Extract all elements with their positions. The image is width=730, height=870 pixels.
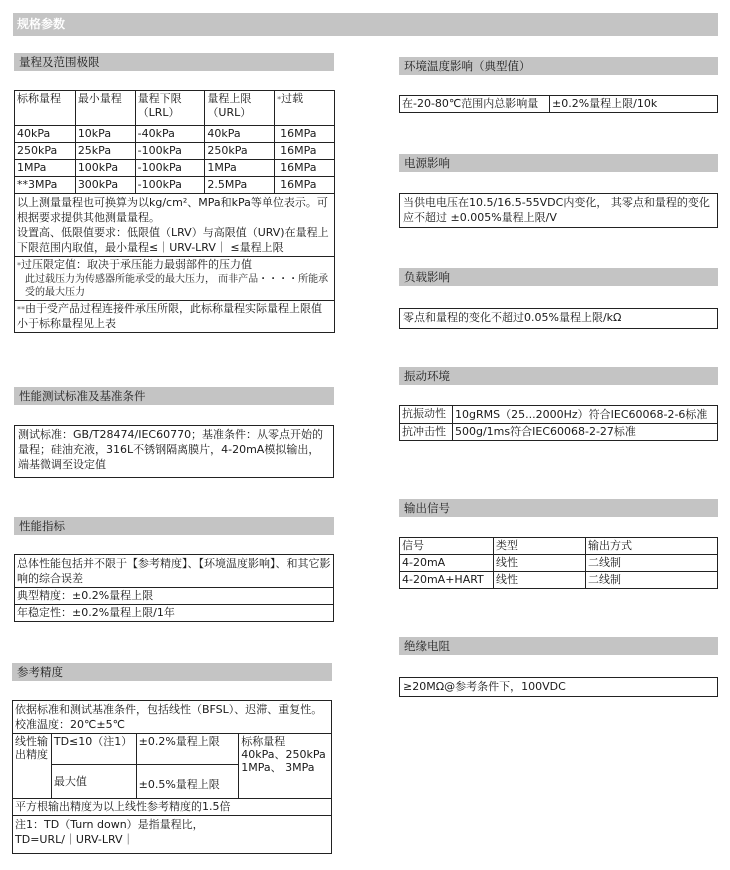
- page-title: 规格参数: [13, 13, 718, 36]
- table-row: [400, 572, 718, 589]
- header-signal: 信号: [400, 538, 494, 555]
- section-title-output-signal: 输出信号: [399, 499, 718, 517]
- table-row: [400, 424, 718, 441]
- table-row: [400, 96, 718, 113]
- reference-intro: 依据标准和测试基准条件，包括线性（BFSL）、迟滞、重复性。校准温度：20℃±5℃: [13, 701, 332, 734]
- table-row: [400, 406, 718, 424]
- nominal-ranges-line2: 1MPa、 3MPa: [241, 761, 315, 774]
- header-output-mode: 输出方式: [586, 538, 718, 555]
- td-condition: TD≤10（注1）: [51, 734, 136, 765]
- cell: 二线制: [586, 555, 718, 572]
- section-title-ambient-temperature: 环境温度影响（典型值）: [399, 57, 718, 75]
- cell: 250kPa: [15, 143, 76, 160]
- cell: 40kPa: [15, 126, 76, 143]
- nominal-ranges: [239, 734, 332, 799]
- header-lrl-line2: （LRL）: [137, 106, 180, 119]
- table-row: [13, 701, 332, 734]
- double-asterisk-mark: **: [17, 305, 25, 314]
- range-table: [14, 90, 335, 333]
- cell: -100kPa: [135, 177, 205, 194]
- temperature-effect-label: 在-20-80℃范围内总影响量: [400, 96, 550, 113]
- table-row: [15, 555, 334, 588]
- overall-performance: 总体性能包括并不限于【参考精度】、【环境温度影响】、和其它影响的综合误差: [15, 555, 334, 588]
- table-row: [400, 555, 718, 572]
- vibration-table: [399, 405, 718, 441]
- header-url-line1: 量程上限: [207, 92, 252, 105]
- cell: 25kPa: [75, 143, 135, 160]
- table-row: [15, 177, 335, 194]
- asterisk-mark: *: [17, 261, 21, 270]
- typical-accuracy: 典型精度：±0.2%量程上限: [15, 588, 334, 605]
- nominal-ranges-title: 标称量程: [241, 735, 286, 748]
- table-row: [13, 734, 332, 765]
- section-title-test-standard: 性能测试标准及基准条件: [14, 387, 334, 405]
- output-signal-table: [399, 537, 718, 589]
- performance-table: [14, 554, 334, 622]
- cell: 4-20mA: [400, 555, 494, 572]
- cell: 16MPa: [275, 177, 335, 194]
- cell: 线性: [494, 555, 586, 572]
- ambient-temperature-table: [399, 95, 718, 113]
- table-row: [15, 605, 334, 622]
- header-overload-label: 过载: [281, 92, 304, 105]
- table-header-row: [15, 91, 335, 126]
- range-notes-row: [15, 194, 335, 257]
- header-lrl: [135, 91, 205, 126]
- cell: 16MPa: [275, 143, 335, 160]
- max-label: 最大值: [51, 765, 136, 799]
- cell: 250kPa: [205, 143, 275, 160]
- cell: 100kPa: [75, 160, 135, 177]
- cell: 1MPa: [15, 160, 76, 177]
- cell: 16MPa: [275, 160, 335, 177]
- cell: 2.5MPa: [205, 177, 275, 194]
- cell: -100kPa: [135, 143, 205, 160]
- cell: 线性: [494, 572, 586, 589]
- table-header-row: [400, 538, 718, 555]
- header-lrl-line1: 量程下限: [137, 92, 182, 105]
- header-nominal-range: 标称量程: [15, 91, 76, 126]
- max-value: ±0.5%量程上限: [136, 765, 239, 799]
- linear-output-accuracy-label: 线性输出精度: [13, 734, 52, 799]
- range-notes: [15, 194, 335, 257]
- table-row: [15, 588, 334, 605]
- overload-note-row: [15, 257, 335, 301]
- header-url-line2: （URL）: [207, 106, 252, 119]
- vibration-resistance-label: 抗振动性: [400, 406, 453, 424]
- overload-note-body: 此过载压力为传感器所能承受的最大压力， 而非产品・・・・所能承受的最大压力: [25, 274, 329, 298]
- cell: 二线制: [586, 572, 718, 589]
- unit-conversion-note: 以上测量量程也可换算为以kg/cm²、MPa和kPa等单位表示。可根据要求提供其他测量量程。: [17, 196, 328, 224]
- turn-down-note: [13, 816, 332, 854]
- insulation-resistance: ≥20MΩ@参考条件下，100VDC: [399, 677, 718, 697]
- temperature-effect-value: ±0.2%量程上限/10k: [550, 96, 718, 113]
- vibration-resistance-value: 10gRMS（25...2000Hz）符合IEC60068-2-6标准: [453, 406, 718, 424]
- cell: -100kPa: [135, 160, 205, 177]
- cell: 4-20mA+HART: [400, 572, 494, 589]
- cell: **3MPa: [15, 177, 76, 194]
- section-title-range: 量程及范围极限: [14, 53, 334, 71]
- section-title-reference-accuracy: 参考精度: [12, 663, 332, 681]
- cell: 10kPa: [75, 126, 135, 143]
- td-value: ±0.2%量程上限: [136, 734, 239, 765]
- shock-resistance-label: 抗冲击性: [400, 424, 453, 441]
- annual-stability: 年稳定性：±0.2%量程上限/1年: [15, 605, 334, 622]
- shock-resistance-value: 500g/1ms符合IEC60068-2-27标准: [453, 424, 718, 441]
- overload-note-title: 过压限定值：取决于承压能力最弱部件的压力值: [21, 258, 252, 271]
- table-row: [15, 143, 335, 160]
- cell: 1MPa: [205, 160, 275, 177]
- section-title-vibration: 振动环境: [399, 367, 718, 385]
- turn-down-note-line2: TD=URL/｜URV-LRV｜: [15, 833, 134, 846]
- turn-down-note-line1: 注1：TD（Turn down）是指量程比，: [15, 818, 204, 831]
- overload-note: [15, 257, 335, 301]
- section-title-performance: 性能指标: [14, 517, 334, 535]
- table-row: [15, 160, 335, 177]
- cell: 300kPa: [75, 177, 135, 194]
- section-title-power-supply: 电源影响: [399, 154, 718, 172]
- section-title-insulation: 绝缘电阻: [399, 637, 718, 655]
- cell: -40kPa: [135, 126, 205, 143]
- header-type: 类型: [494, 538, 586, 555]
- asterisk-mark: *: [277, 95, 282, 104]
- table-row: [13, 816, 332, 854]
- table-row: [13, 799, 332, 816]
- header-overload: [275, 91, 335, 126]
- load-effect: 零点和量程的变化不超过0.05%量程上限/kΩ: [399, 308, 718, 329]
- section-title-load: 负载影响: [399, 268, 718, 286]
- nominal-ranges-line1: 40kPa、250kPa: [241, 748, 326, 761]
- cell: 40kPa: [205, 126, 275, 143]
- double-asterisk-note: [15, 301, 335, 333]
- limit-setting-note: 设置高、低限值要求：低限值（LRV）与高限值（URV)在量程上下限范围内取值，最小量程≤｜URV-LRV｜ ≤量程上限: [17, 226, 329, 254]
- table-row: [15, 126, 335, 143]
- double-asterisk-note-text: 由于受产品过程连接件承压所限，此标称量程实际量程上限值小于标称量程见上表: [17, 302, 322, 330]
- sqrt-output-note: 平方根输出精度为以上线性参考精度的1.5倍: [13, 799, 332, 816]
- double-asterisk-note-row: [15, 301, 335, 333]
- header-min-span: 最小量程: [75, 91, 135, 126]
- header-url: [205, 91, 275, 126]
- power-supply-effect: 当供电电压在10.5/16.5-55VDC内变化， 其零点和量程的变化应不超过 ±0.005%量程上限/V: [399, 193, 718, 228]
- reference-accuracy-table: [12, 700, 332, 854]
- cell: 16MPa: [275, 126, 335, 143]
- test-standard-box: 测试标准：GB/T28474/IEC60770；基准条件：从零点开始的量程；硅油充液，316L不锈钢隔离膜片，4-20mA模拟输出，端基微调至设定值: [14, 425, 334, 478]
